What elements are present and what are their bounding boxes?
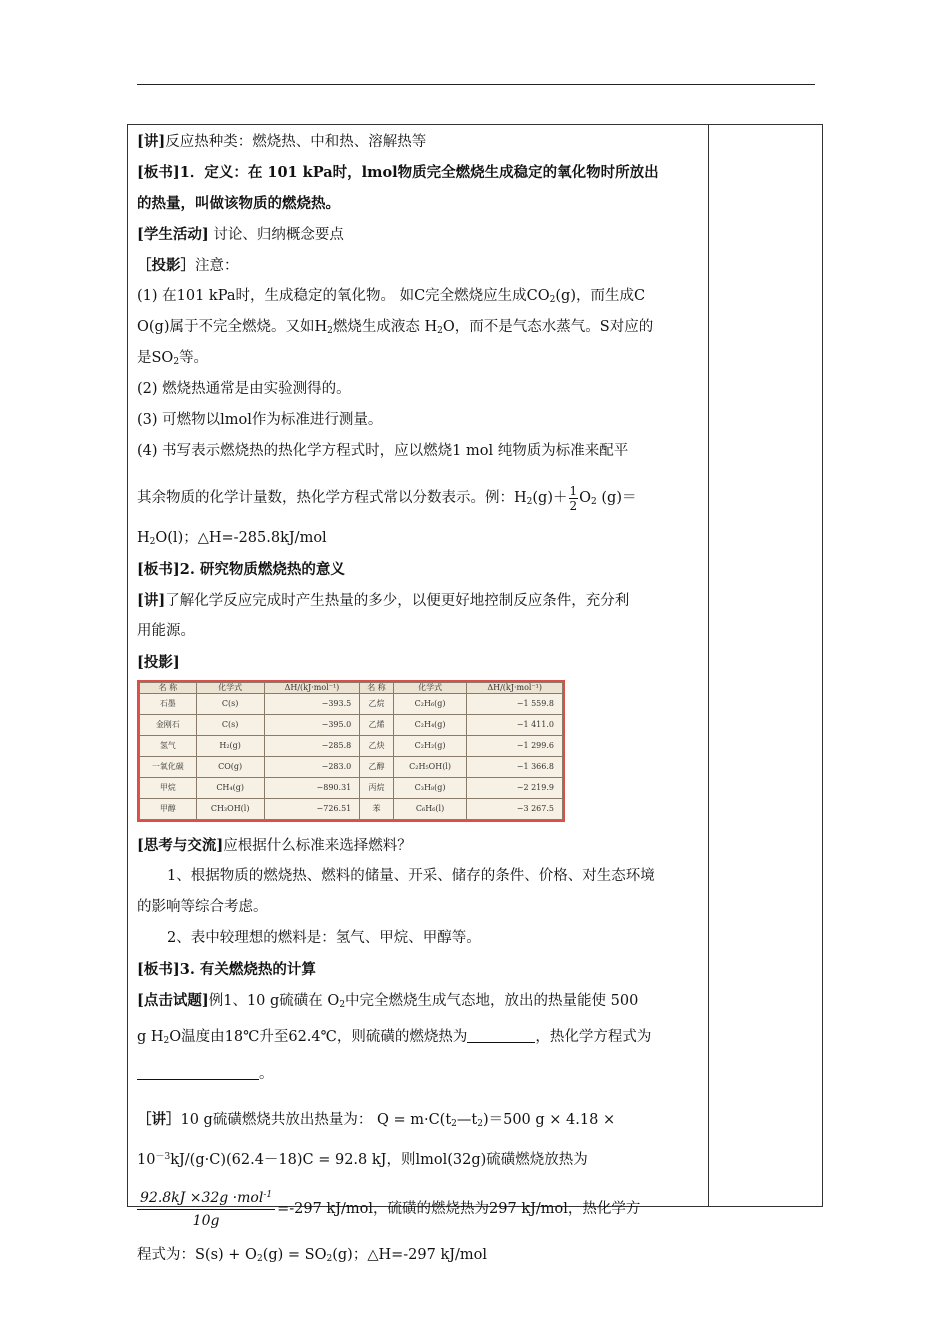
line-board-calculation: [板书]3. 有关燃烧热的计算 xyxy=(137,961,316,978)
header-rule xyxy=(137,84,815,85)
line-solution-4: 程式为：$S(s) + O_2(g) = SO_2(g)$；△H=-297 kJ/mol xyxy=(137,1247,488,1264)
line-note-4-equation: 其余物质的化学计量数，热化学方程式常以分数表示。例：$H_2(g)+$ $\frac{1}{2}$ $O_2$ (g)＝ xyxy=(137,483,637,513)
line-example-1-end: 。 xyxy=(137,1059,700,1090)
fraction-heat-per-mol: $\frac{92.8kJ \times 32g \cdot mol^{-1}}{10g}$ xyxy=(137,1187,275,1232)
table-column-divider xyxy=(708,124,709,1207)
line-projection-table: [投影] xyxy=(137,654,180,671)
table-header: 化学式 xyxy=(196,683,264,694)
line-solution-3: $\frac{92.8kJ \times 32g \cdot mol^{-1}}{10g}$ =-297 kJ/mol，硫磺的燃烧热为297 kJ/mol，热化学方 xyxy=(137,1184,700,1234)
table-row: 一氧化碳 CO(g) −283.0 乙醇 C₂H₅OH(l) −1 366.8 xyxy=(140,757,563,778)
line-solution-2: $10^{-3}kJ/(g\cdot C)(62.4-18)C = 92.8$ kJ，则lmol(32g)硫磺燃烧放热为 xyxy=(137,1152,588,1168)
table-row: 金刚石 C(s) −395.0 乙烯 C₂H₄(g) −1 411.0 xyxy=(140,715,563,736)
line-projection-note: ［投影］注意： xyxy=(137,257,239,274)
table-header: 化学式 xyxy=(393,683,467,694)
line-solution-1: ［讲］10 g硫磺燃烧共放出热量为： $Q = m\cdot C(t_2—t_2)=500$ g × 4.18 × xyxy=(137,1111,616,1129)
answer-blank-heat xyxy=(467,1028,535,1043)
table-header: ΔH/(kJ·mol⁻¹) xyxy=(467,683,563,694)
table-row: 石墨 C(s) −393.5 乙烷 C₂H₆(g) −1 559.8 xyxy=(140,694,563,715)
line-criteria-1: 1、根据物质的燃烧热、燃料的储量、开采、储存的条件、价格、对生态环境 xyxy=(167,868,655,884)
table-row: 甲烷 CH₄(g) −890.31 丙烷 C₃H₈(g) −2 219.9 xyxy=(140,778,563,799)
table-row: 氢气 H₂(g) −285.8 乙炔 C₂H₂(g) −1 299.6 xyxy=(140,736,563,757)
table-header: 名 称 xyxy=(360,683,394,694)
answer-blank-equation xyxy=(137,1065,259,1080)
line-example-1-cont: g $H_2O$温度由18℃升至62.4℃，则硫磺的燃烧热为 ，热化学方程式为 xyxy=(137,1029,652,1046)
lesson-content xyxy=(137,126,700,1271)
line-criteria-1-cont: 的影响等综合考虑。 xyxy=(137,899,268,915)
line-definition-cont: 的热量，叫做该物质的燃烧热。 xyxy=(137,195,340,212)
table-header: ΔH/(kJ·mol⁻¹) xyxy=(264,683,360,694)
line-note-1c: 是$SO_2$等。 xyxy=(137,350,209,367)
fraction-one-half: $\frac{1}{2}$ xyxy=(569,483,578,513)
line-definition: [板书]1．定义：在 101 kPa时，lmol物质完全燃烧生成稳定的氧化物时所放出 xyxy=(137,164,659,181)
line-note-3: (3) 可燃物以lmol作为标准进行测量。 xyxy=(137,412,383,428)
line-equation-result: $H_2O(l)$；△H=-285.8kJ/mol xyxy=(137,530,327,547)
combustion-heat-table xyxy=(137,680,565,822)
line-note-2: (2) 燃烧热通常是由实验测得的。 xyxy=(137,381,351,397)
line-student-activity: [学生活动] 讨论、归纳概念要点 xyxy=(137,226,344,243)
line-example-1: [点击试题]例1、10 g硫磺在 $O_2$中完全燃烧生成气态地，放出的热量能使 500 xyxy=(137,992,639,1010)
line-note-1b: O(g)属于不完全燃烧。又如$H_2$燃烧生成液态 $H_2O$，而不是气态水蒸气。S对应的 xyxy=(137,319,654,336)
line-note-4: (4) 书写表示燃烧热的热化学方程式时，应以燃烧1 mol 纯物质为标准来配平 xyxy=(137,443,629,459)
line-lecture-significance: [讲]了解化学反应完成时产生热量的多少，以便更好地控制反应条件，充分利 xyxy=(137,592,630,609)
line-board-significance: [板书]2. 研究物质燃烧热的意义 xyxy=(137,561,345,578)
line-criteria-2: 2、表中较理想的燃料是：氢气、甲烷、甲醇等。 xyxy=(167,930,481,946)
table-row: 甲醇 CH₃OH(l) −726.51 苯 C₆H₆(l) −3 267.5 xyxy=(140,799,563,820)
table-header: 名 称 xyxy=(140,683,197,694)
line-think-discuss: [思考与交流]应根据什么标准来选择燃料？ xyxy=(137,837,412,854)
line-lecture-types: [讲]反应热种类：燃烧热、中和热、溶解热等 xyxy=(137,133,427,150)
line-note-1: (1) 在101 kPa时，生成稳定的氧化物。 如C完全燃烧应生成$CO_2(g)$，而生成C xyxy=(137,288,646,305)
line-lecture-significance-cont: 用能源。 xyxy=(137,623,195,639)
table-header-row xyxy=(140,683,563,694)
